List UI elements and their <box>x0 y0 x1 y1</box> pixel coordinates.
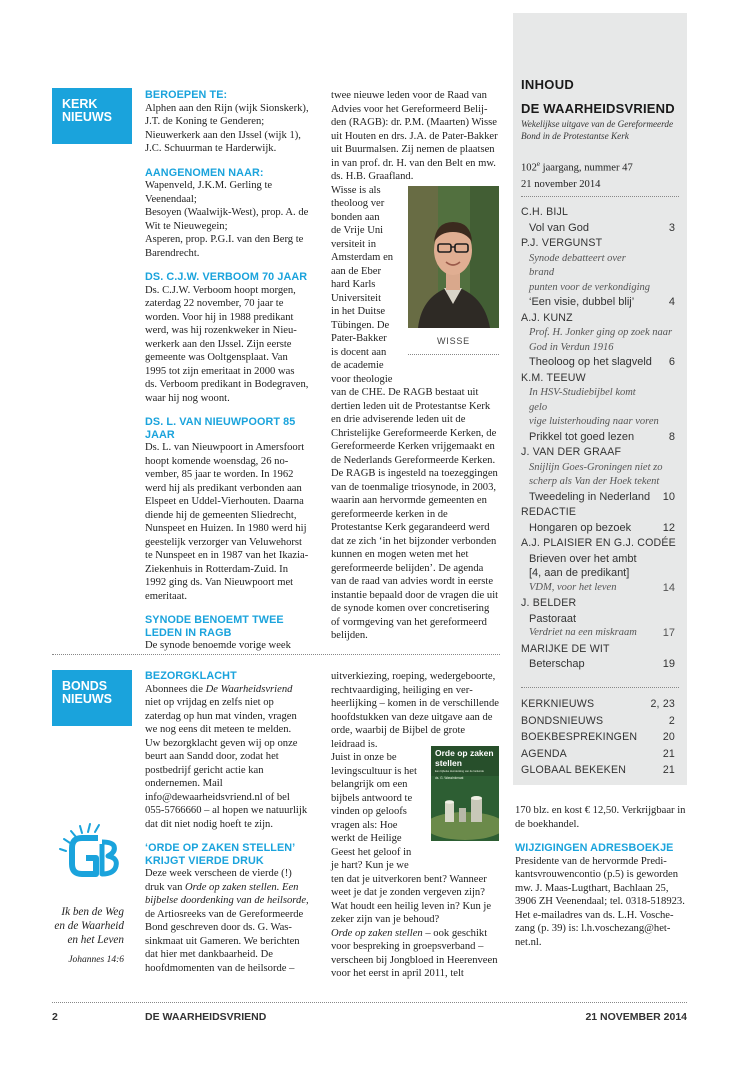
toc-entry[interactable]: Tweedeling in Nederland 10 <box>521 490 683 505</box>
toc-author: REDACTIE <box>521 506 577 518</box>
toc-author: C.H. BIJL <box>521 206 569 218</box>
ragb-text-top: twee nieuwe leden voor de Raad van Advies voor het Gereformeerd Belijden (RAGB): dr. P.M. (Maarten) Wisse uit Houten en drs. J.A. de Pater-Bakker uit Buurmalsen. Zij nemen de plaatsen in van prof. dr. H. van den Belt en mw. ds. H.B. Graafland. <box>331 90 498 182</box>
toc-subtitle: scherp als Van der Hoek tekent <box>529 476 660 487</box>
quote-line: Ik ben de Weg <box>61 906 124 918</box>
footer-divider <box>52 1002 687 1003</box>
inhoud-sidebar <box>513 13 687 785</box>
toc-entry[interactable]: Brieven over het ambt <box>529 552 637 565</box>
ragb-wrap-text <box>331 184 407 387</box>
toc-author: K.M. TEEUW <box>521 371 586 384</box>
ragb-wrap-line: de academie <box>331 360 384 371</box>
footer-page-number: 2 <box>52 1011 58 1023</box>
footer <box>52 1011 687 1025</box>
orde-heading: ‘ORDE OP ZAKEN STELLEN’ KRIJGT VIERDE DRUK <box>145 842 295 867</box>
index-row[interactable]: BONDSNIEUWS 2 <box>521 714 675 727</box>
bondsnieuws-tag-line2: NIEUWS <box>62 692 112 706</box>
toc-subtitle: Prof. H. Jonker ging op zoek naar <box>529 327 673 338</box>
orde-text-b: de Artiosreeks van de Gereformeerde Bond geschreven door ds. G. Wassinkmaat uit Gameren. We berichten dat hier met dankbaarheid. De hoofdmomenten van de heilsorde – <box>145 908 304 974</box>
ragb-wrap-line: Tübingen. De <box>331 319 390 331</box>
footer-date: 21 NOVEMBER 2014 <box>585 1011 687 1023</box>
ragb-wrap-line: Universiteit <box>331 292 382 304</box>
toc-page-number: 10 <box>662 490 675 503</box>
ragb-wrap-line: Amsterdam en <box>331 252 394 263</box>
book-cover <box>431 746 499 841</box>
toc-entry[interactable]: [4, aan de predikant] <box>529 567 630 579</box>
bondsnieuws-column-3 <box>515 804 687 949</box>
heilsorde-wrap-line: levingscultuur is het <box>331 765 417 777</box>
photo-divider <box>408 354 499 355</box>
toc-divider-bottom <box>521 687 679 688</box>
heilsorde-wrap-line: vragen als: Hoe <box>331 819 398 831</box>
synode-text: De synode benoemde vorige week <box>145 640 291 651</box>
ragb-wrap-line: Wisse is als <box>331 184 381 196</box>
toc-page-number: 12 <box>662 521 675 534</box>
section-divider <box>52 654 500 655</box>
adresboekje-text-2: Het e-mailadres van ds. L.H. Voschezang (p. 39) is: l.h.voschezang@hetnet.nl. <box>515 909 674 948</box>
edition-info <box>521 156 633 193</box>
bezorgklacht-text-b: niet op vrijdag en zelfs niet op zaterdag op hun mat vinden, vragen we nog eens dit meteen te melden. Uw bezorgklacht geven wij op onze beurt aan Sandd door, zodat het postbedrijf gericht actie kan ondernemen. Mail info@dewaarheidsvriend.nl of bel 055-5766660 – al hopen we natuurlijk dat dit niet nodig hoeft te zijn. <box>145 697 308 830</box>
heilsorde-text-italic: Orde op zaken stellen <box>331 927 423 939</box>
toc-entry[interactable]: Pastoraat <box>529 612 577 625</box>
aangenomen-line: Wapenveld, J.K.M. Gerling te Veenendaal; <box>145 180 273 205</box>
adresboekje-heading: WIJZIGINGEN ADRESBOEKJE <box>515 842 674 854</box>
heilsorde-wrap-line: bijbels antwoord te <box>331 792 413 804</box>
toc-divider-top <box>521 196 679 197</box>
toc-subtitle: VDM, voor het leven 14 <box>521 581 683 596</box>
subtitle-line: Bond in de Protestantse Kerk <box>521 131 629 141</box>
wisse-photo <box>408 186 499 328</box>
index-row[interactable]: KERKNIEUWS 2, 23 <box>521 698 675 710</box>
bezorgklacht-heading: BEZORGKLACHT <box>145 670 237 682</box>
aangenomen-line: Asperen, prop. P.G.I. van den Berg te Barendrecht. <box>145 234 304 259</box>
toc-page-number: 14 <box>662 581 675 594</box>
toc-page-number: 17 <box>662 627 675 639</box>
verboom-heading: DS. C.J.W. VERBOOM 70 JAAR <box>145 271 308 283</box>
inhoud-title: INHOUD <box>521 77 575 92</box>
table-of-contents <box>521 204 683 672</box>
index-row[interactable]: AGENDA 21 <box>521 747 675 760</box>
orde-text-italic: Orde op zaken stellen. Een bijbelse doordenking van de heilsorde, <box>145 881 309 906</box>
bezorgklacht-text-italic: De Waarheidsvriend <box>205 683 293 695</box>
nieuwpoort-text: Ds. L. van Nieuwpoort in Amersfoort hoopt komende woensdag, 26 november, 85 jaar te worden. In 1962 werd hij als predikant verbonden aan Elspeet en Uddel-Vierhouten. Daarna diende hij de gemeenten Sliedrecht, Nunspeet en Huizen. In 1980 werd hij geestelijk verzorger van Veluwehorst te Nunspeet en in 1987 van het Ikazia-Ziekenhuis in Rotterdam-Zuid. In 1992 ging ds. Van Nieuwpoort met emeritaat. <box>145 442 309 602</box>
magazine-title: DE WAARHEIDSVRIEND <box>521 101 675 116</box>
toc-author: J. BELDER <box>521 597 577 609</box>
toc-author: A.J. PLAISIER EN G.J. CODÉE <box>521 537 676 549</box>
heilsorde-text-end-span: – ook geschikt voor bespreking in groepsverband – verscheen bij Jongbloed in Heerenveen voor het eerst in april 2011, telt <box>331 927 498 979</box>
toc-page-number: 6 <box>668 356 675 368</box>
edition-date: 21 november 2014 <box>521 178 601 190</box>
toc-entry[interactable]: ‘Een visie, dubbel blij’ 4 <box>521 295 683 310</box>
ragb-wrap-line: hard Karls <box>331 279 376 290</box>
toc-page-number: 8 <box>668 430 675 443</box>
heilsorde-wrap-line: je hart? Kun je we <box>331 860 409 871</box>
kerknieuws-column-2 <box>331 89 499 643</box>
bezorgklacht-text <box>145 683 309 832</box>
ragb-wrap-line: de Vrije Uni <box>331 225 384 236</box>
heilsorde-text-rest: ten dat je uitverkoren bent? Wanneer weet je dat je zonden vergeven zijn? Wat houdt een heilig leven in? Kun je zeker zijn van je behoud? <box>331 873 492 925</box>
gb-logo-mark <box>52 818 130 892</box>
nieuwpoort-heading: DS. L. VAN NIEUWPOORT 85 JAAR <box>145 416 296 441</box>
beroepen-heading: BEROEPEN TE: <box>145 89 228 101</box>
ragb-wrap-line: theoloog ver <box>331 198 385 209</box>
edition-rest: jaargang, nummer 47 <box>540 162 633 174</box>
toc-entry[interactable]: Hongaren op bezoek 12 <box>521 521 683 536</box>
toc-subtitle: Snijlijn Goes-Groningen niet zo <box>529 461 663 473</box>
toc-subtitle: Verdriet na een miskraam 17 <box>521 626 683 641</box>
ragb-wrap-line: aan de Eber <box>331 265 381 277</box>
bezorgklacht-text-a: Abonnees die <box>145 683 206 695</box>
toc-author: MARIJKE DE WIT <box>521 642 610 655</box>
ragb-wrap-line: in het Duitse <box>331 306 386 317</box>
adresboekje-text: Presidente van de hervormde Predikantsvrouwencontio (p.5) is geworden mw. J. Maas-Lugthart, Bachlaan 25, 3906 ZH Veenendaal; tel. 0318-518923. <box>515 855 685 907</box>
quote-line: en het Leven <box>67 934 124 946</box>
heilsorde-wrap-line: Geest het geloof in <box>331 846 412 858</box>
book-price-text: 170 blz. en kost € 12,50. Verkrijgbaar in de boekhandel. <box>515 805 686 830</box>
heilsorde-wrap-line: vinden op geloofs <box>331 806 407 817</box>
ragb-wrap-line: voor theologie <box>331 373 393 385</box>
toc-page-number: 4 <box>668 296 675 308</box>
toc-author: J. VAN DER GRAAF <box>521 446 622 458</box>
aangenomen-line: Besoyen (Waalwijk-West), prop. A. de Wit te Nieuwegein; <box>145 207 309 232</box>
logo-quote <box>42 905 124 967</box>
heilsorde-wrap-line: werkt de Heilige <box>331 833 402 844</box>
magazine-subtitle <box>521 118 683 142</box>
index-row[interactable]: GLOBAAL BEKEKEN 21 <box>521 764 675 776</box>
toc-subtitle: punten voor de verkondiging <box>529 281 651 293</box>
wisse-photo-caption: WISSE <box>436 336 470 346</box>
bondsnieuws-tag-line1: BONDS <box>62 679 108 693</box>
toc-entry[interactable]: Prikkel tot goed lezen 8 <box>521 430 683 445</box>
toc-entry[interactable]: Beterschap 19 <box>521 657 683 672</box>
book-author: ds. G. Wassinkmaat <box>435 776 464 780</box>
gb-logo <box>52 818 130 892</box>
toc-author: A.J. KUNZ <box>521 311 573 324</box>
subtitle-line: Wekelijkse uitgave van de Gereformeerde <box>521 119 674 129</box>
quote-reference: Johannes 14:6 <box>68 955 124 965</box>
verboom-text: Ds. C.J.W. Verboom hoopt morgen, zaterdag 22 november, 70 jaar te worden. Voor hij in 1988 predikant werd, was hij rozenkweker in Nieuwerkerk aan den IJssel. Zijn eerste gemeente was Ooltgensplaat. Van 1995 tot zijn emeritaat in 2000 was ds. Verboom predikant in Bodegraven, waar hij nog woont. <box>145 284 309 404</box>
orde-text <box>145 867 309 975</box>
ragb-wrap-line: is docent aan <box>331 346 387 358</box>
edition-sup: e <box>536 160 540 168</box>
footer-magazine: DE WAARHEIDSVRIEND <box>145 1011 267 1023</box>
toc-subtitle: God in Verdun 1916 <box>529 341 614 353</box>
kerknieuws-tag <box>52 88 132 144</box>
heilsorde-text-top: uitverkiezing, roeping, wedergeboorte, rechtvaardiging, heiliging en verheerlijking – komen in de verschillende hoofdstukken van deze uitgave aan de orde, waarbij de Bijbel de grote leidraad is. <box>331 671 499 750</box>
orde-text-a: Deze week verscheen de vierde (!) druk van <box>145 868 292 893</box>
book-title: Orde op zaken stellen <box>435 748 494 768</box>
kerknieuws-tag-line2: NIEUWS <box>62 110 112 124</box>
kerknieuws-tag-line1: KERK <box>62 97 98 111</box>
heilsorde-text-end <box>331 927 499 981</box>
bondsnieuws-tag <box>52 670 132 726</box>
quote-line: en de Waarheid <box>54 920 124 932</box>
section-index <box>521 696 675 779</box>
edition-line <box>521 156 633 177</box>
heilsorde-wrap-line: Juist in onze be <box>331 752 397 763</box>
synode-heading: SYNODE BENOEMT TWEE LEDEN IN RAGB <box>145 614 284 639</box>
toc-page-number: 19 <box>662 658 675 670</box>
toc-subtitle: In HSV-Studiebijbel komt gelo <box>529 387 636 413</box>
toc-subtitle: vige luisterhouding naar voren <box>529 416 659 427</box>
portrait-illustration <box>408 186 499 328</box>
edition-number: 102 <box>521 162 537 174</box>
ragb-wrap-line: versiteit in <box>331 238 377 250</box>
kerknieuws-column-1 <box>145 89 309 653</box>
beroepen-text: Alphen aan den Rijn (wijk Sionskerk), J.T. de Koning te Genderen; Nieuwerkerk aan den IJssel (wijk 1), J.C. Schuurman te Harderwijk. <box>145 102 309 154</box>
toc-subtitle: Synode debatteert over brand <box>529 252 626 278</box>
toc-entry[interactable]: Theoloog op het slagveld 6 <box>521 355 683 370</box>
toc-page-number: 3 <box>668 221 675 234</box>
ragb-wrap-line: Pater-Bakker <box>331 333 387 344</box>
heilsorde-wrap-text <box>331 751 429 873</box>
book-subtitle: Een bijbelse doordenking van de heilsorde <box>435 770 484 773</box>
bondsnieuws-column-1 <box>145 670 309 975</box>
heilsorde-wrap-line: belangrijk om een <box>331 779 408 790</box>
toc-author: P.J. VERGUNST <box>521 237 603 249</box>
aangenomen-heading: AANGENOMEN NAAR: <box>145 166 264 179</box>
toc-entry[interactable]: Vol van God 3 <box>521 221 683 236</box>
ragb-text-rest: van de CHE. De RAGB bestaat uit dertien leden uit de Protestantse Kerk en drie adviserende leden uit de Christelijke Gereformeerde Kerken, de Gereformeerde Kerken vrijgemaakt en de Nederlands Gereformeerde Kerken. De RAGB is ingesteld na toezeggingen van de toenmalige triosynode, in 2003, waarin aan hervormde gemeenten en gereformeerde kerken in de Protestantse Kerk gegarandeerd werd dat ze zich ‘in het bijzonder verbonden kunnen en mogen weten met het gereformeerde belijden’. De agenda van de raad van advies wordt in eerste instantie bepaald door de vragen die uit de synode komen over concretisering of vormgeving van het gereformeerd belijden. <box>331 387 499 641</box>
index-row[interactable]: BOEKBESPREKINGEN 20 <box>521 731 675 743</box>
ragb-wrap-line: bonden aan <box>331 211 380 223</box>
